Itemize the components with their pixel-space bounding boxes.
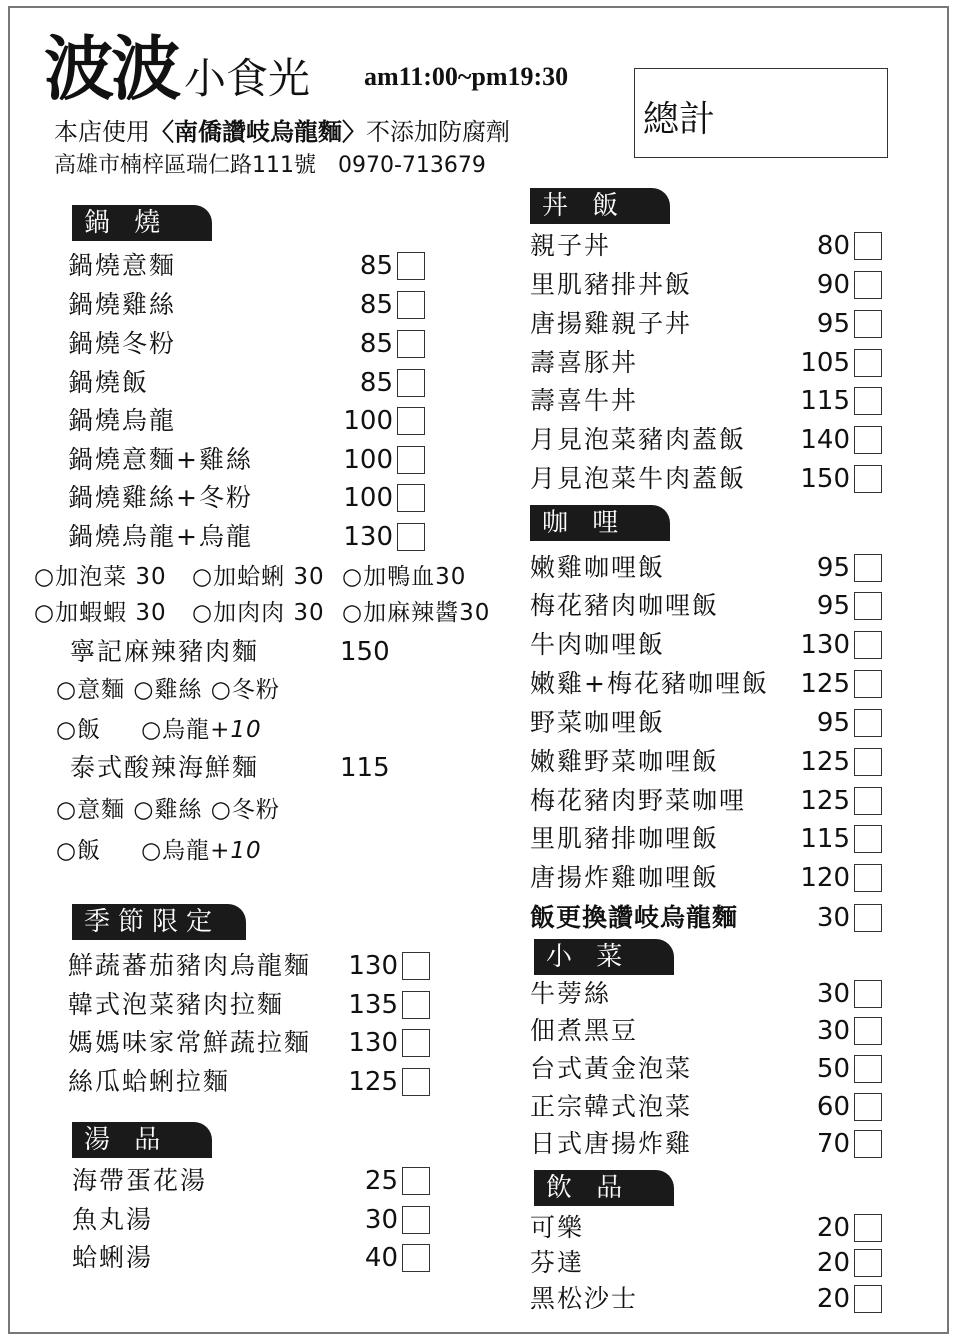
menu-item-row	[530, 462, 882, 496]
menu-item-name: 鍋燒飯	[68, 368, 150, 397]
order-checkbox[interactable]	[397, 484, 425, 512]
menu-item-name: 嫩雞咖哩飯	[530, 553, 666, 582]
menu-item-row	[68, 1065, 430, 1099]
menu-item-price: 30	[816, 979, 850, 1009]
order-checkbox[interactable]	[397, 523, 425, 551]
menu-item-row	[530, 861, 882, 895]
menu-item-row	[530, 423, 882, 457]
order-checkbox[interactable]	[854, 904, 882, 932]
order-checkbox[interactable]	[854, 271, 882, 299]
order-checkbox[interactable]	[854, 670, 882, 698]
menu-item-name: 月見泡菜牛肉蓋飯	[530, 464, 747, 493]
order-checkbox[interactable]	[854, 1285, 882, 1313]
total-box[interactable]	[634, 68, 888, 158]
menu-item-row	[68, 249, 425, 283]
menu-item-price: 85	[359, 251, 393, 281]
menu-item-price: 100	[343, 406, 393, 436]
option-udon-extra: 10	[230, 838, 262, 864]
addon-option[interactable]: ○加麻辣醬30	[342, 600, 491, 626]
addon-option[interactable]: ○加肉肉 30	[192, 600, 325, 626]
section-header-rice: 丼 飯	[530, 188, 670, 224]
menu-item-price: 130	[348, 1028, 398, 1058]
menu-item-price: 95	[816, 309, 850, 339]
special-2-options-a[interactable]: ○意麵 ○雞絲 ○冬粉	[56, 797, 280, 823]
section-header-curry: 咖 哩	[530, 505, 670, 541]
menu-item-row	[530, 384, 882, 418]
special-1-options-a[interactable]: ○意麵 ○雞絲 ○冬粉	[56, 677, 280, 703]
menu-item-row	[530, 745, 882, 779]
menu-item-name: 野菜咖哩飯	[530, 708, 666, 737]
section-header-pot: 鍋 燒	[72, 205, 212, 241]
menu-item-name: 正宗韓式泡菜	[530, 1092, 693, 1121]
menu-item-price: 85	[359, 368, 393, 398]
menu-item-price: 130	[348, 951, 398, 981]
menu-item-price: 100	[343, 483, 393, 513]
menu-item-name: 牛蒡絲	[530, 979, 612, 1008]
order-checkbox[interactable]	[402, 1068, 430, 1096]
menu-item-price: 90	[816, 270, 850, 300]
noodle-notice-prefix: 本店使用	[54, 118, 150, 146]
menu-item-name: 魚丸湯	[72, 1205, 154, 1234]
menu-item-row	[72, 1241, 430, 1275]
opening-hours: am11:00~pm19:30	[364, 62, 569, 91]
order-checkbox[interactable]	[854, 631, 882, 659]
brand-name: 波波	[44, 27, 178, 110]
menu-item-price: 85	[359, 329, 393, 359]
menu-item-name: 月見泡菜豬肉蓋飯	[530, 425, 747, 454]
option-rice[interactable]: ○飯	[56, 838, 102, 864]
menu-item-name: 壽喜豚丼	[530, 348, 639, 377]
menu-item-name: 鍋燒冬粉	[68, 329, 177, 358]
menu-item-price: 120	[800, 863, 850, 893]
menu-item-name: 梅花豬肉咖哩飯	[530, 591, 720, 620]
menu-item-price: 20	[816, 1284, 850, 1314]
addon-option[interactable]: ○加鴨血30	[342, 564, 467, 590]
menu-item-name: 鍋燒雞絲	[68, 290, 177, 319]
menu-item-price: 115	[800, 386, 850, 416]
menu-item-price: 115	[800, 824, 850, 854]
noodle-notice	[54, 112, 510, 147]
menu-item-price: 50	[816, 1054, 850, 1084]
menu-item-name: 可樂	[530, 1213, 585, 1242]
special-1-name: 寧記麻辣豬肉麵	[70, 637, 260, 666]
order-checkbox[interactable]	[402, 952, 430, 980]
menu-item-name: 壽喜牛丼	[530, 386, 639, 415]
option-udon[interactable]: ○烏龍+	[141, 717, 231, 743]
menu-item-row	[530, 1090, 882, 1124]
menu-item-name: 嫩雞+梅花豬咖哩飯	[530, 669, 769, 698]
menu-item-name: 台式黃金泡菜	[530, 1054, 693, 1083]
menu-item-name: 鍋燒烏龍	[68, 406, 177, 435]
menu-item-price: 20	[816, 1213, 850, 1243]
menu-item-price: 30	[364, 1205, 398, 1235]
menu-item-name: 飯更換讚岐烏龍麵	[530, 903, 739, 932]
menu-item-price: 140	[800, 425, 850, 455]
menu-item-row	[530, 307, 882, 341]
menu-item-row	[530, 589, 882, 623]
order-checkbox[interactable]	[854, 1017, 882, 1045]
order-checkbox[interactable]	[854, 748, 882, 776]
menu-item-price: 100	[343, 445, 393, 475]
menu-item-name: 鍋燒雞絲+冬粉	[68, 483, 253, 512]
menu-item-row	[68, 988, 430, 1022]
menu-item-name: 佃煮黑豆	[530, 1016, 639, 1045]
order-checkbox[interactable]	[854, 554, 882, 582]
menu-item-row	[530, 706, 882, 740]
menu-item-name: 海帶蛋花湯	[72, 1166, 208, 1195]
noodle-notice-brand: 〈南僑讚岐烏龍麵〉	[150, 118, 366, 146]
menu-item-name: 唐揚炸雞咖哩飯	[530, 863, 720, 892]
order-checkbox[interactable]	[854, 592, 882, 620]
menu-item-price: 70	[816, 1129, 850, 1159]
menu-item-row	[530, 977, 882, 1011]
option-udon[interactable]: ○烏龍+	[141, 838, 231, 864]
menu-item-price: 80	[816, 231, 850, 261]
menu-item-row	[68, 520, 425, 554]
order-checkbox[interactable]	[402, 1029, 430, 1057]
noodle-notice-suffix: 不添加防腐劑	[366, 118, 510, 146]
menu-item-name: 嫩雞野菜咖哩飯	[530, 747, 720, 776]
menu-item-price: 125	[800, 786, 850, 816]
menu-item-price: 30	[816, 903, 850, 933]
menu-item-row	[530, 1127, 882, 1161]
order-checkbox[interactable]	[402, 1206, 430, 1234]
address-phone: 高雄市楠梓區瑞仁路111號 0970-713679	[54, 153, 486, 178]
order-checkbox[interactable]	[854, 310, 882, 338]
menu-item-price: 60	[816, 1092, 850, 1122]
order-checkbox[interactable]	[402, 991, 430, 1019]
menu-item-name: 唐揚雞親子丼	[530, 309, 693, 338]
special-2-name: 泰式酸辣海鮮麵	[70, 753, 260, 782]
order-checkbox[interactable]	[854, 1249, 882, 1277]
menu-item-row	[68, 481, 425, 515]
menu-item-row	[68, 949, 430, 983]
menu-item-price: 85	[359, 290, 393, 320]
order-checkbox[interactable]	[854, 349, 882, 377]
menu-item-price: 150	[800, 464, 850, 494]
order-checkbox[interactable]	[854, 825, 882, 853]
menu-item-row	[530, 901, 882, 935]
menu-item-row	[72, 1203, 430, 1237]
order-checkbox[interactable]	[854, 387, 882, 415]
menu-item-name: 日式唐揚炸雞	[530, 1129, 693, 1158]
order-checkbox[interactable]	[402, 1167, 430, 1195]
menu-item-row	[68, 443, 425, 477]
special-2-options-b[interactable]	[56, 835, 262, 867]
addon-option[interactable]: ○加泡菜 30	[34, 564, 167, 590]
menu-item-row	[68, 327, 425, 361]
menu-item-row	[530, 229, 882, 263]
menu-item-row	[68, 1026, 430, 1060]
order-checkbox[interactable]	[854, 426, 882, 454]
menu-item-row	[530, 784, 882, 818]
order-checkbox[interactable]	[854, 1214, 882, 1242]
order-checkbox[interactable]	[854, 465, 882, 493]
menu-item-name: 鮮蔬蕃茄豬肉烏龍麵	[68, 951, 312, 980]
option-rice[interactable]: ○飯	[56, 717, 102, 743]
menu-item-name: 黑松沙士	[530, 1284, 639, 1313]
menu-item-price: 130	[800, 630, 850, 660]
order-checkbox[interactable]	[854, 787, 882, 815]
order-checkbox[interactable]	[402, 1244, 430, 1272]
order-checkbox[interactable]	[397, 291, 425, 319]
order-checkbox[interactable]	[854, 1055, 882, 1083]
menu-item-price: 95	[816, 553, 850, 583]
menu-item-row	[530, 822, 882, 856]
menu-item-row	[530, 1052, 882, 1086]
menu-item-row	[530, 551, 882, 585]
order-checkbox[interactable]	[397, 252, 425, 280]
special-1-price: 150	[340, 637, 390, 667]
total-label: 總計	[643, 99, 716, 140]
menu-item-name: 鍋燒烏龍+烏龍	[68, 522, 253, 551]
section-header-sides: 小 菜	[534, 939, 674, 975]
order-checkbox[interactable]	[854, 1093, 882, 1121]
addon-option[interactable]: ○加蝦蝦 30	[34, 600, 167, 626]
option-udon-extra: 10	[230, 717, 262, 743]
order-checkbox[interactable]	[854, 232, 882, 260]
special-2-price: 115	[340, 753, 390, 783]
order-checkbox[interactable]	[397, 330, 425, 358]
menu-item-name: 韓式泡菜豬肉拉麵	[68, 990, 285, 1019]
menu-item-name: 里肌豬排丼飯	[530, 270, 693, 299]
menu-item-price: 95	[816, 708, 850, 738]
menu-item-price: 125	[348, 1067, 398, 1097]
menu-item-row	[530, 346, 882, 380]
menu-item-price: 20	[816, 1248, 850, 1278]
menu-item-row	[530, 1246, 882, 1280]
menu-item-name: 芬達	[530, 1248, 585, 1277]
menu-item-name: 蛤蜊湯	[72, 1243, 154, 1272]
menu-item-row	[530, 667, 882, 701]
menu-item-price: 125	[800, 747, 850, 777]
section-header-seasonal: 季節限定	[72, 904, 246, 940]
menu-item-price: 95	[816, 591, 850, 621]
order-checkbox[interactable]	[854, 980, 882, 1008]
brand-subtitle: 小食光	[184, 54, 311, 103]
order-checkbox[interactable]	[397, 369, 425, 397]
addon-option[interactable]: ○加蛤蜊 30	[192, 564, 325, 590]
menu-item-row	[68, 404, 425, 438]
menu-item-row	[68, 288, 425, 322]
menu-item-row	[72, 1164, 430, 1198]
order-checkbox[interactable]	[397, 407, 425, 435]
menu-item-name: 梅花豬肉野菜咖哩	[530, 786, 747, 815]
menu-item-price: 40	[364, 1243, 398, 1273]
menu-item-price: 125	[800, 669, 850, 699]
menu-item-name: 絲瓜蛤蜊拉麵	[68, 1067, 231, 1096]
menu-item-price: 105	[800, 348, 850, 378]
menu-item-name: 里肌豬排咖哩飯	[530, 824, 720, 853]
menu-item-row	[530, 268, 882, 302]
menu-item-price: 135	[348, 990, 398, 1020]
menu-item-name: 親子丼	[530, 231, 612, 260]
menu-item-name: 鍋燒意麵+雞絲	[68, 445, 253, 474]
section-header-soup: 湯 品	[72, 1122, 212, 1158]
menu-item-row	[530, 1014, 882, 1048]
menu-item-row	[68, 366, 425, 400]
menu-item-price: 130	[343, 522, 393, 552]
menu-item-row	[530, 1282, 882, 1316]
order-checkbox[interactable]	[854, 1130, 882, 1158]
special-1-options-b[interactable]	[56, 714, 262, 746]
order-checkbox[interactable]	[854, 709, 882, 737]
menu-item-name: 牛肉咖哩飯	[530, 630, 666, 659]
menu-item-name: 媽媽味家常鮮蔬拉麵	[68, 1028, 312, 1057]
order-checkbox[interactable]	[397, 446, 425, 474]
menu-item-row	[530, 628, 882, 662]
menu-item-price: 25	[364, 1166, 398, 1196]
menu-item-row	[530, 1211, 882, 1245]
menu-item-name: 鍋燒意麵	[68, 251, 177, 280]
order-checkbox[interactable]	[854, 864, 882, 892]
brand-logo	[44, 24, 310, 114]
menu-item-price: 30	[816, 1016, 850, 1046]
section-header-drinks: 飲 品	[534, 1170, 674, 1206]
